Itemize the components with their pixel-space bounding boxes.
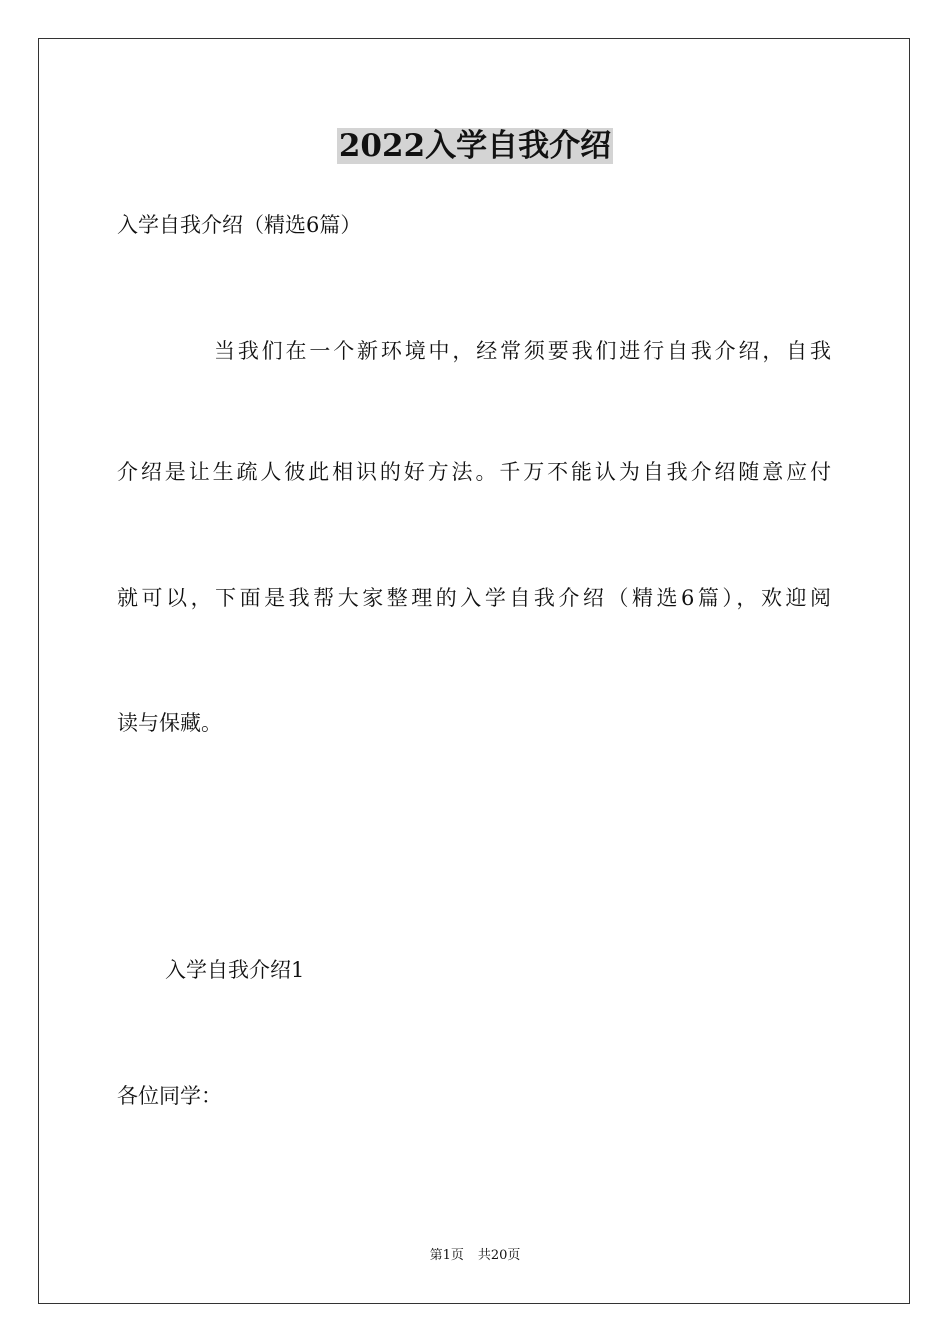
document-subtitle: 入学自我介绍（精选6篇）: [117, 213, 362, 237]
section-heading: 入学自我介绍1: [165, 958, 305, 982]
page-total: 共20页: [477, 1248, 521, 1263]
intro-line-1: 当我们在一个新环境中，经常须要我们进行自我介绍，自我: [214, 339, 831, 363]
document-title-text: 2022入学自我介绍: [338, 128, 612, 164]
intro-line-4: 读与保藏。: [117, 711, 222, 735]
intro-line-2: 介绍是让生疏人彼此相识的好方法。千万不能认为自我介绍随意应付: [117, 460, 831, 484]
intro-line-3: 就可以，下面是我帮大家整理的入学自我介绍（精选6篇），欢迎阅: [117, 586, 831, 610]
document-title: [0, 124, 950, 168]
page-footer: [0, 1246, 950, 1266]
page-number: 第1页: [429, 1248, 464, 1263]
salutation: 各位同学：: [117, 1084, 222, 1108]
